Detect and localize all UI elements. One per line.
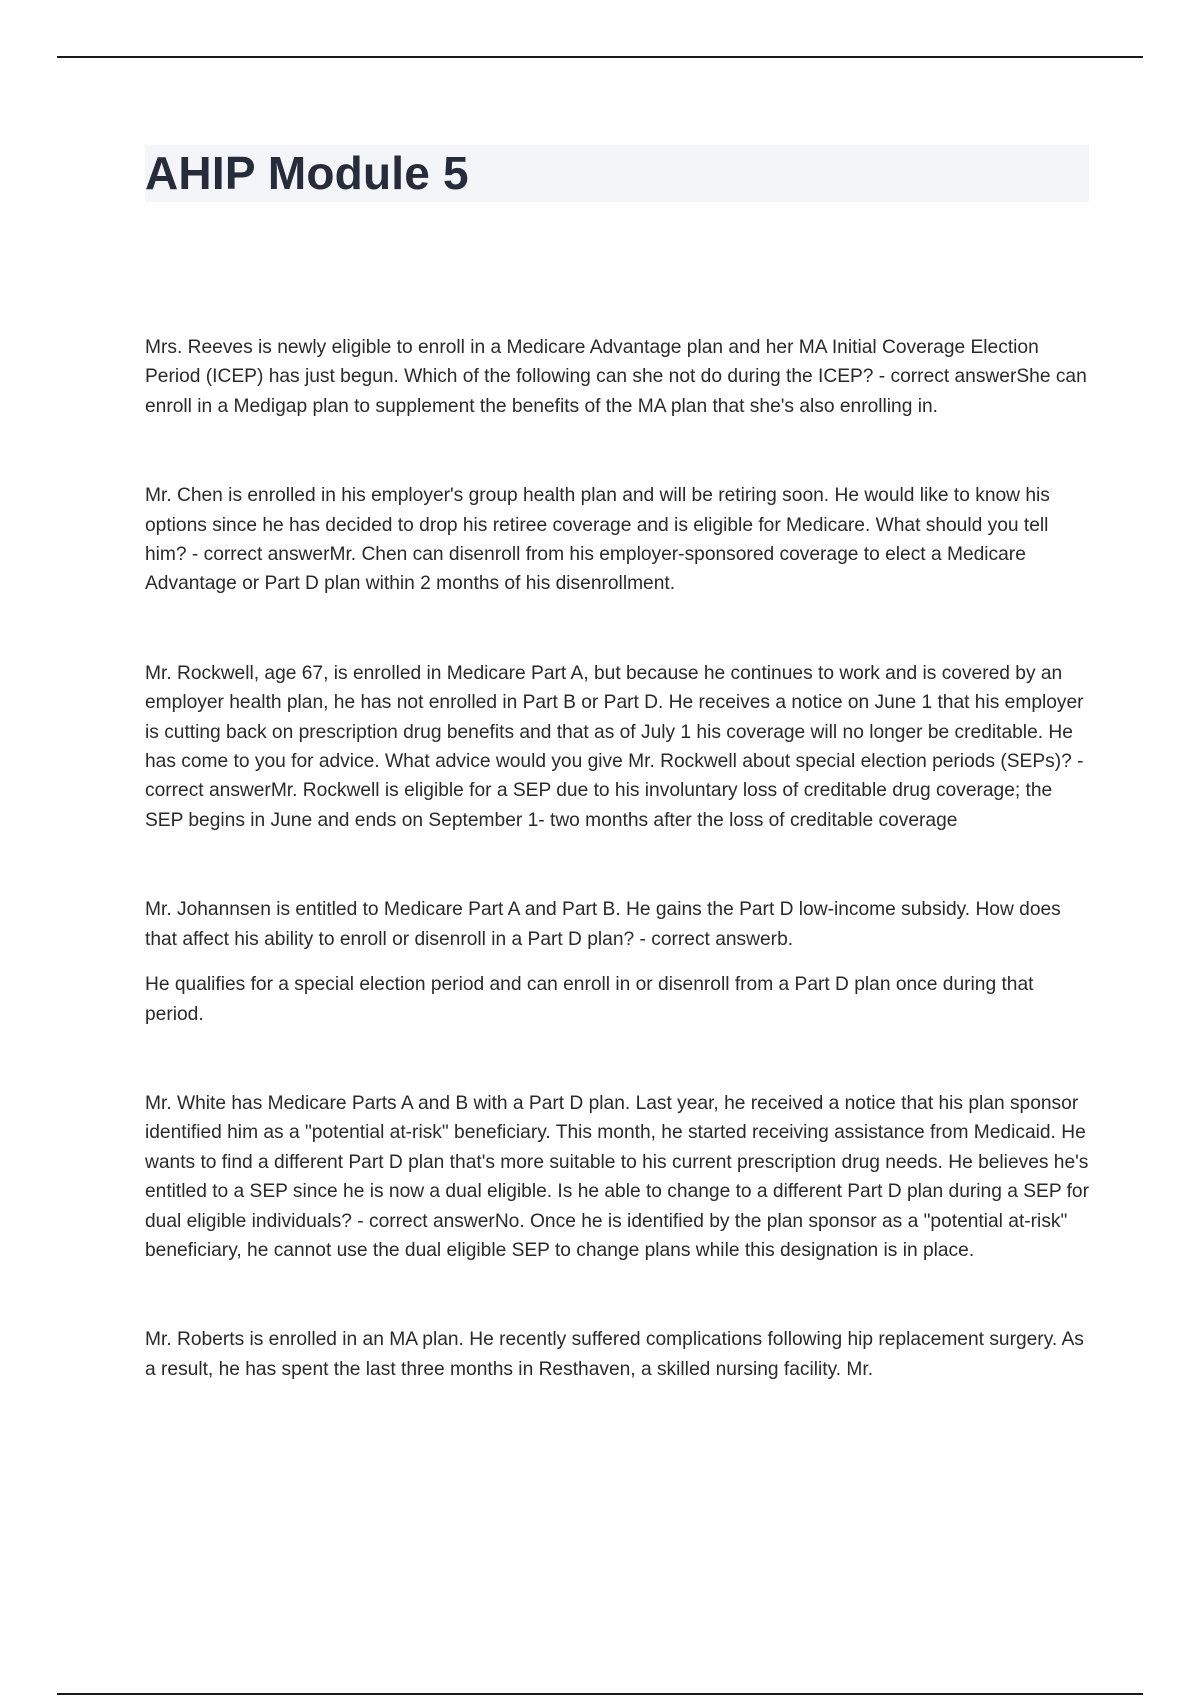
qa-entry-chen (145, 481, 1091, 599)
qa-paragraph: Mr. White has Medicare Parts A and B with a Part D plan. Last year, he received a notice that his plan sponsor identified him as a "potential at-risk" beneficiary. This month, he started receiving assistance from Medicaid. He wants to find a different Part D plan that's more suitable to his current prescription drug needs. He believes he's entitled to a SEP since he is now a dual eligible. Is he able to change to a different Part D plan during a SEP for dual eligible individuals? - correct answerNo. Once he is identified by the plan sponsor as a "potential at-risk" beneficiary, he cannot use the dual eligible SEP to change plans while this designation is in place. (145, 1092, 1089, 1261)
qa-entry-white (145, 1089, 1091, 1265)
qa-entry-johannsen (145, 895, 1091, 1029)
document-body (145, 333, 1091, 1444)
qa-paragraph: Mr. Chen is enrolled in his employer's group health plan and will be retiring soon. He would like to know his options since he has decided to drop his retiree coverage and is eligible for Medicare. What should you tell him? - correct answerMr. Chen can disenroll from his employer-sponsored coverage to elect a Medicare Advantage or Part D plan within 2 months of his disenrollment. (145, 485, 1050, 595)
qa-paragraph: He qualifies for a special election period and can enroll in or disenroll from a Part D plan once during that period. (145, 974, 1034, 1025)
qa-paragraph: Mrs. Reeves is newly eligible to enroll in a Medicare Advantage plan and her MA Initial Coverage Election Period (ICEP) has just begun. Which of the following can she not do during the ICEP? - correct answerShe can enroll in a Medigap plan to supplement the benefits of the MA plan that she's also enrolling in. (145, 337, 1087, 417)
qa-paragraph: Mr. Roberts is enrolled in an MA plan. He recently suffered complications following hip replacement surgery. As a result, he has spent the last three months in Resthaven, a skilled nursing facility. Mr. (145, 1329, 1084, 1380)
top-rule (57, 56, 1143, 58)
bottom-rule (57, 1693, 1143, 1695)
qa-entry-reeves (145, 333, 1091, 421)
page-title: AHIP Module 5 (145, 147, 469, 199)
qa-entry-rockwell (145, 659, 1091, 835)
qa-entry-roberts (145, 1325, 1091, 1384)
qa-paragraph: Mr. Johannsen is entitled to Medicare Part A and Part B. He gains the Part D low-income subsidy. How does that affect his ability to enroll or disenroll in a Part D plan? - correct answerb. (145, 899, 1061, 950)
qa-paragraph: Mr. Rockwell, age 67, is enrolled in Medicare Part A, but because he continues to work and is covered by an employer health plan, he has not enrolled in Part B or Part D. He receives a notice on June 1 that his employer is cutting back on prescription drug benefits and that as of July 1 his coverage will no longer be creditable. He has come to you for advice. What advice would you give Mr. Rockwell about special election periods (SEPs)? - correct answerMr. Rockwell is eligible for a SEP due to his involuntary loss of creditable drug coverage; the SEP begins in June and ends on September 1- two months after the loss of creditable coverage (145, 662, 1084, 831)
